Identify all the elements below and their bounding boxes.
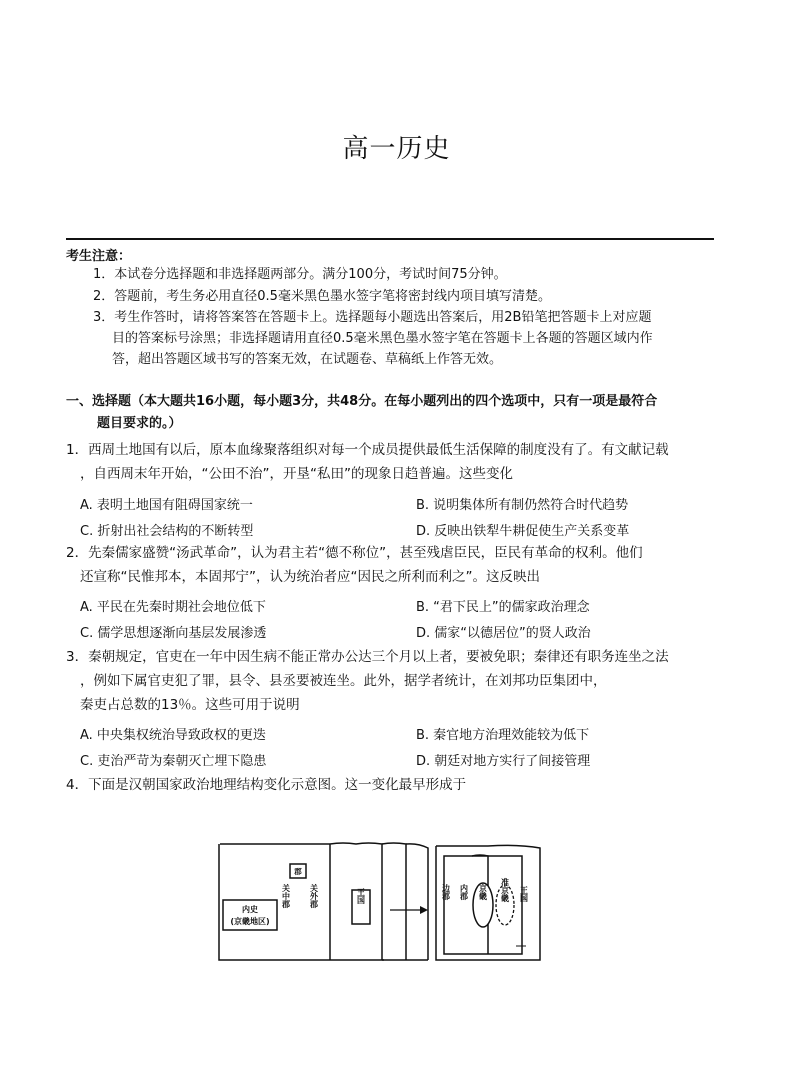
neishi-label: 内史 (242, 905, 258, 914)
question-3-line-1: 3．秦朝规定，官吏在一年中因生病不能正常办公达三个月以上者，要被免职；秦律还有职务连坐之法 (66, 649, 669, 665)
question-3-option-a[interactable]: A. 中央集权统治导致政权的更迭 (80, 728, 266, 743)
question-1-line-1: 1．西周土地国有以后，原本血缘聚落组织对每一个成员提供最低生活保障的制度没有了。有文献记载 (66, 442, 669, 458)
guanwai-label: 关外郡 (309, 884, 319, 908)
zhunjingji-label: 准京畿 (500, 878, 510, 902)
question-1-option-a[interactable]: A. 表明土地国有阻碍国家统一 (80, 498, 253, 513)
question-4-line-1: 4．下面是汉朝国家政治地理结构变化示意图。这一变化最早形成于 (66, 777, 467, 793)
notice-item-3-cont-1: 目的答案标号涂黑；非选择题请用直径0.5毫米黑色墨水签字笔在答题卡上各题的答题区域内作 (112, 331, 653, 346)
question-2-option-c[interactable]: C. 儒学思想逐渐向基层发展渗透 (80, 626, 267, 641)
notice-item-3-cont-2: 答，超出答题区域书写的答案无效，在试题卷、草稿纸上作答无效。 (112, 352, 503, 367)
question-3-option-d[interactable]: D. 朝廷对地方实行了间接管理 (416, 754, 591, 769)
section-heading-cont: 题目要求的。） (97, 416, 182, 431)
arrow-icon (390, 906, 428, 914)
right-wangguo-label: 王国 (519, 886, 529, 902)
diagram-before (219, 843, 428, 960)
question-3-line-2: ，例如下属官吏犯了罪，县令、县丞要被连坐。此外，据学者统计，在刘邦功臣集团中， (80, 673, 607, 689)
question-1-option-b[interactable]: B. 说明集体所有制仍然符合时代趋势 (416, 498, 629, 513)
notice-item-3: 3．考生作答时，请将答案答在答题卡上。选择题每小题选出答案后，用2B铅笔把答题卡上对应题 (93, 310, 652, 325)
section-heading: 一、选择题（本大题共16小题，每小题3分，共48分。在每小题列出的四个选项中，只有一项是最符合 (66, 394, 658, 409)
question-2-line-2: 还宣称“民惟邦本，本固邦宁”，认为统治者应“因民之所利而利之”。这反映出 (80, 569, 540, 585)
question-1-option-d[interactable]: D. 反映出铁犁牛耕促使生产关系变革 (416, 524, 630, 539)
right-jingji-label: 京畿 (478, 884, 488, 900)
guanzhong-label: 关中郡 (281, 884, 291, 908)
page-title: 高一历史 (342, 134, 451, 164)
wangguo-label: 王国 (356, 888, 366, 904)
question-3-option-c[interactable]: C. 吏治严苛为秦朝灭亡埋下隐患 (80, 754, 267, 769)
question-3-option-b[interactable]: B. 秦官地方治理效能较为低下 (416, 728, 590, 743)
question-2-option-b[interactable]: B. “君下民上”的儒家政治理念 (416, 600, 590, 615)
notice-item-1: 1．本试卷分选择题和非选择题两部分。满分100分，考试时间75分钟。 (93, 267, 507, 282)
question-2-option-a[interactable]: A. 平民在先秦时期社会地位低下 (80, 600, 266, 615)
question-1-option-c[interactable]: C. 折射出社会结构的不断转型 (80, 524, 254, 539)
notice-item-2: 2．答题前，考生务必用直径0.5毫米黑色墨水签字笔将密封线内项目填写清楚。 (93, 289, 551, 304)
question-2-option-d[interactable]: D. 儒家“以德居位”的贤人政治 (416, 626, 591, 641)
question-1-line-2: ，自西周末年开始，“公田不治”，开垦“私田”的现象日趋普遍。这些变化 (80, 466, 513, 482)
question-3-line-3: 秦吏占总数的13％。这些可用于说明 (80, 697, 300, 713)
bianjun-label: 边郡 (441, 884, 451, 900)
neijun-label: 内郡 (459, 884, 469, 900)
diagram-after (436, 845, 540, 960)
question-2-line-1: 2．先秦儒家盛赞“汤武革命”，认为君主若“德不称位”，甚至残虐臣民，臣民有革命的权利。他们 (66, 545, 643, 561)
han-political-structure-diagram (218, 842, 544, 964)
notice-heading: 考生注意： (66, 249, 132, 264)
title-divider (66, 238, 714, 240)
jun-label: 郡 (294, 867, 302, 876)
jingji-label: (京畿地区) (230, 917, 270, 926)
